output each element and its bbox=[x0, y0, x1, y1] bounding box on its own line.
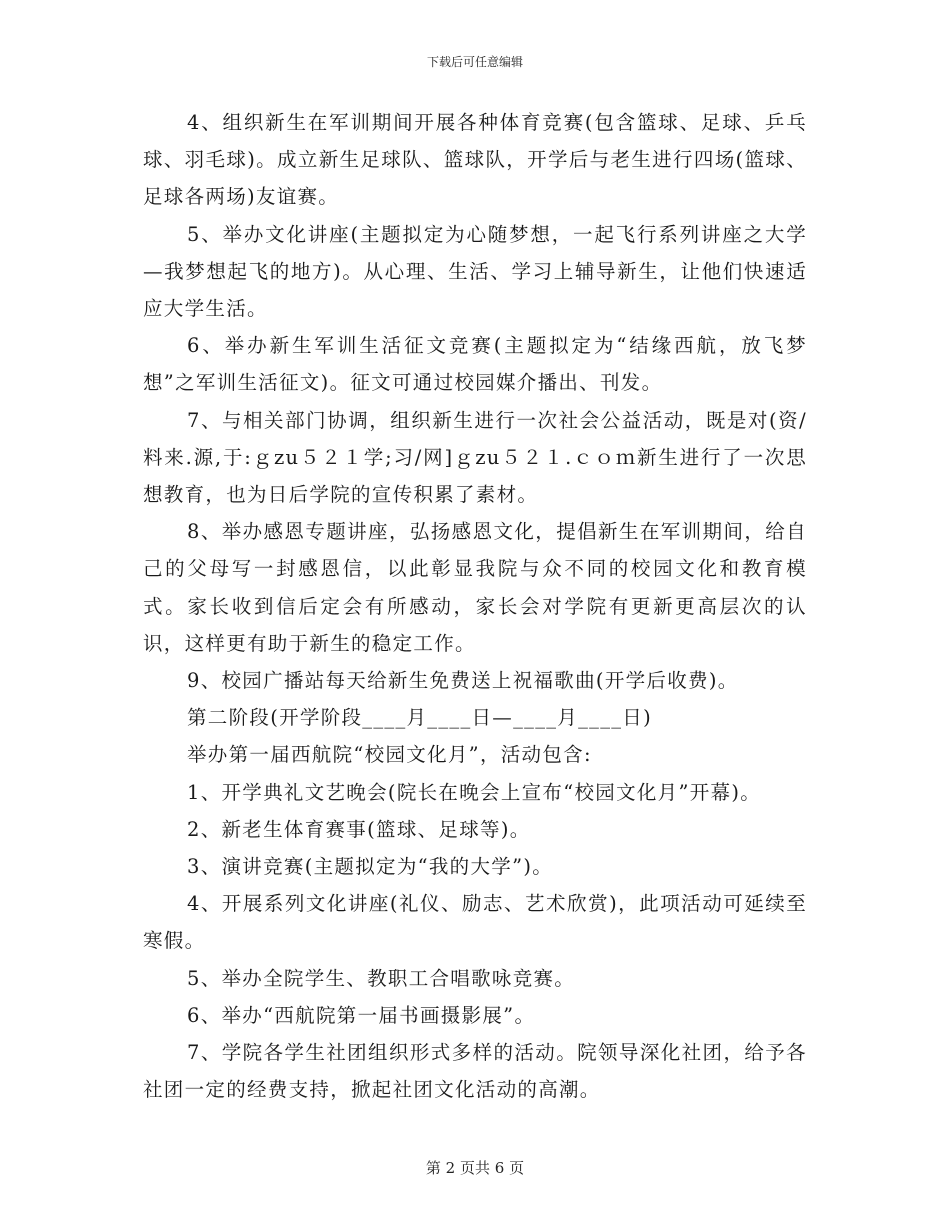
paragraph-stage2-item-5: 5、举办全院学生、教职工合唱歌咏竞赛。 bbox=[187, 966, 576, 990]
paragraph-item-6-essay: 6、举办新生军训生活征文竞赛(主题拟定为“结缘西航，放飞梦想”之军训生活征文)。征文可通过校园媒介播出、刊发。 bbox=[143, 334, 807, 395]
paragraph-stage2-item-7: 7、学院各学生社团组织形式多样的活动。院领导深化社团，给予各社团一定的经费支持，掀起社团文化活动的高潮。 bbox=[143, 1041, 807, 1102]
paragraph-item-9-radio: 9、校园广播站每天给新生免费送上祝福歌曲(开学后收费)。 bbox=[187, 669, 739, 693]
paragraph-stage2-item-3: 3、演讲竞赛(主题拟定为“我的大学”)。 bbox=[187, 855, 554, 879]
paragraph-item-8-gratitude: 8、举办感恩专题讲座，弘扬感恩文化，提倡新生在军训期间，给自己的父母写一封感恩信，以此彰显我院与众不同的校园文化和教育模式。家长收到信后定会有所感动，家长会对学院有更新更高层次的认识，这样更有助于新生的稳定工作。 bbox=[143, 520, 807, 655]
stage-two-heading: 第二阶段(开学阶段____月____日—____月____日) bbox=[187, 706, 653, 730]
culture-month-intro: 举办第一届西航院“校园文化月”，活动包含: bbox=[187, 743, 592, 767]
paragraph-item-7-charity: 7、与相关部门协调，组织新生进行一次社会公益活动，既是对(资/料来.源,于:ｇzu５２１学;习/网]ｇzu５２１.ｃｏｍ新生进行了一次思想教育，也为日后学院的宣传积累了素材。 bbox=[143, 408, 807, 507]
paragraph-stage2-item-6: 6、举办“西航院第一届书画摄影展”。 bbox=[187, 1003, 536, 1027]
page-number-footer: 第 2 页共 6 页 bbox=[425, 1159, 525, 1177]
paragraph-stage2-item-1: 1、开学典礼文艺晚会(院长在晚会上宣布“校园文化月”开幕)。 bbox=[187, 780, 762, 804]
page-header-note: 下载后可任意编辑 bbox=[426, 55, 523, 69]
paragraph-stage2-item-4: 4、开展系列文化讲座(礼仪、励志、艺术欣赏)，此项活动可延续至寒假。 bbox=[143, 892, 807, 953]
paragraph-item-5-lecture: 5、举办文化讲座(主题拟定为心随梦想，一起飞行系列讲座之大学—我梦想起飞的地方)。从心理、生活、学习上辅导新生，让他们快速适应大学生活。 bbox=[143, 222, 807, 321]
document-body bbox=[143, 104, 807, 1108]
paragraph-item-4-sports: 4、组织新生在军训期间开展各种体育竞赛(包含篮球、足球、乒乓球、羽毛球)。成立新生足球队、篮球队，开学后与老生进行四场(篮球、足球各两场)友谊赛。 bbox=[143, 111, 807, 209]
paragraph-stage2-item-2: 2、新老生体育赛事(篮球、足球等)。 bbox=[187, 817, 531, 841]
